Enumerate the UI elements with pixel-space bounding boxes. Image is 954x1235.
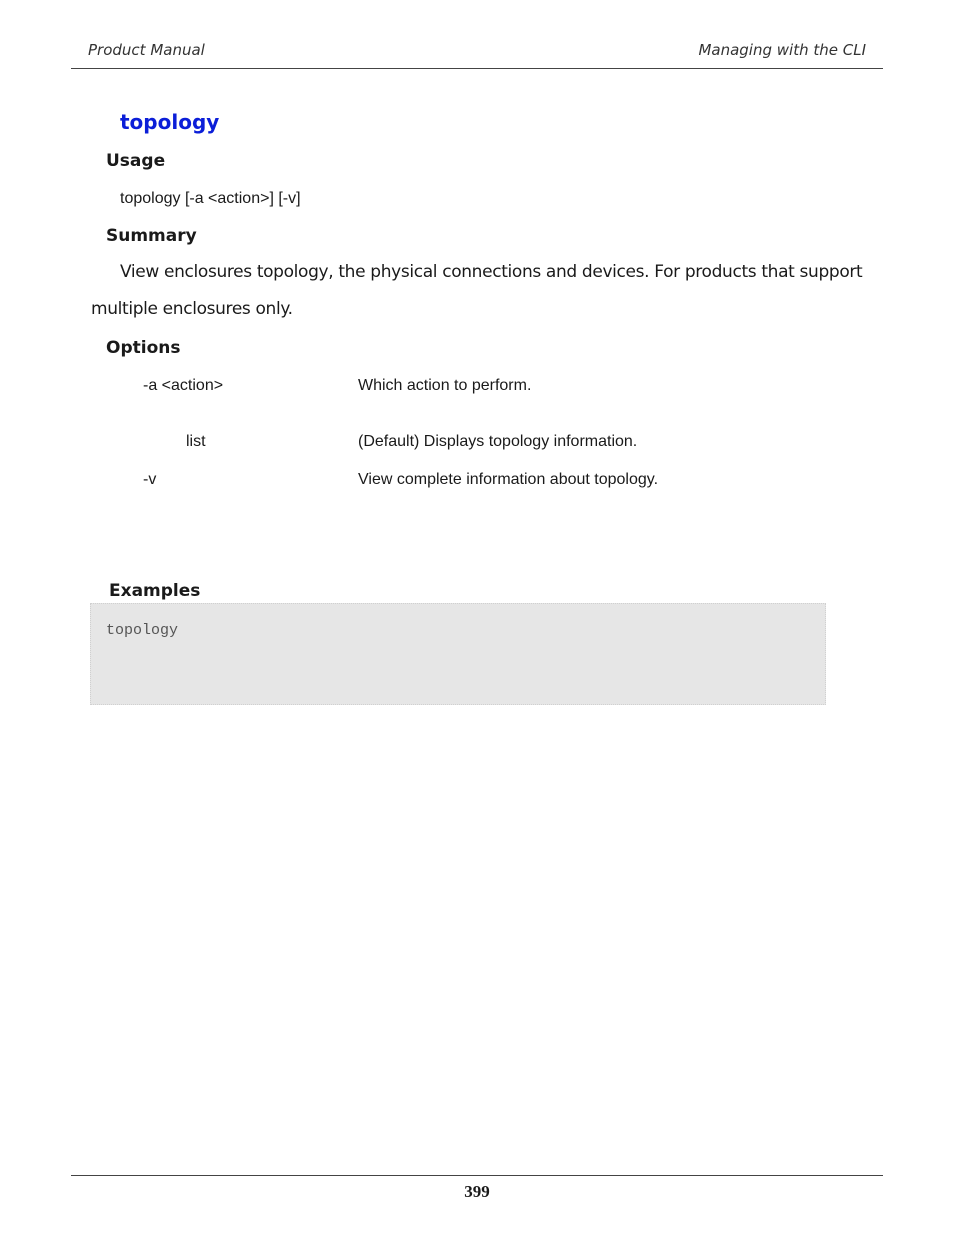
usage-syntax: topology [-a <action>] [-v]	[120, 190, 301, 207]
summary-text-line-2: multiple enclosures only.	[91, 299, 293, 319]
usage-heading: Usage	[106, 151, 166, 171]
options-heading: Options	[106, 338, 181, 358]
option-description: View complete information about topology.	[358, 471, 659, 488]
example-code-block	[90, 603, 826, 705]
option-name: -a <action>	[143, 377, 224, 394]
option-name: -v	[143, 471, 157, 488]
command-title: topology	[120, 110, 220, 134]
example-code: topology	[106, 622, 179, 639]
running-header-left: Product Manual	[88, 41, 205, 59]
running-header-right: Managing with the CLI	[698, 41, 866, 59]
summary-heading: Summary	[106, 226, 197, 246]
examples-heading: Examples	[109, 581, 201, 601]
option-description: (Default) Displays topology information.	[358, 433, 638, 450]
summary-text-line-1: View enclosures topology, the physical connections and devices. For products that support	[120, 262, 863, 282]
page-number: 399	[464, 1182, 490, 1201]
option-name: list	[186, 433, 206, 450]
header-divider	[71, 68, 883, 69]
option-description: Which action to perform.	[358, 377, 532, 394]
footer-divider	[71, 1175, 883, 1176]
